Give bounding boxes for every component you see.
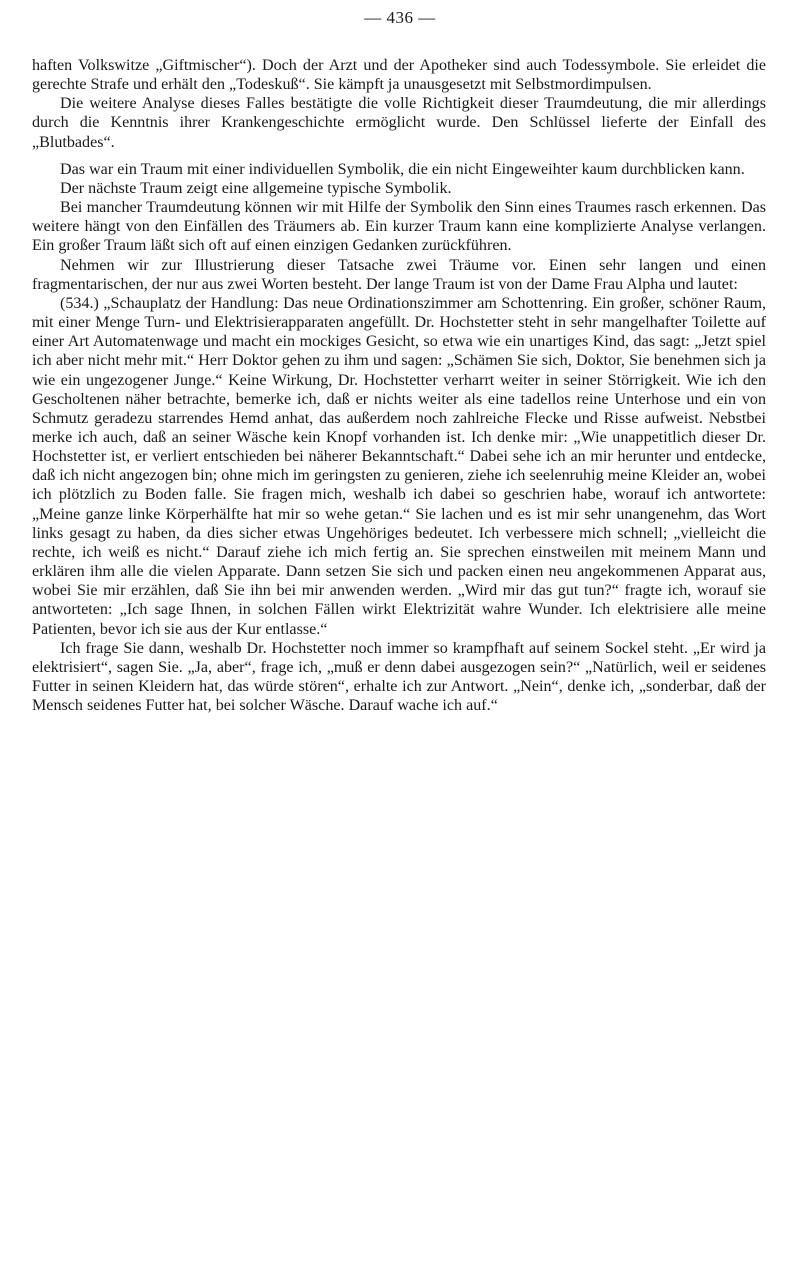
paragraph-1: haften Volkswitze „Giftmischer“). Doch der Arzt und der Apotheker sind auch Todessymbole. Sie erleidet die gerechte Strafe und erhält den „Todeskuß“. Sie kämpft ja unausgesetzt mit Selbstmordimpulsen. — [32, 57, 766, 94]
paragraph-5: Bei mancher Traumdeutung können wir mit Hilfe der Symbolik den Sinn eines Traumes rasch erkennen. Das weitere hängt von den Einfällen des Träumers ab. Ein kurzer Traum kann eine komplizierte Analyse verlangen. Ein großer Traum läßt sich oft auf einen einzigen Gedanken zurückführen. — [32, 199, 766, 255]
paragraph-2: Die weitere Analyse dieses Falles bestätigte die volle Richtigkeit dieser Traumdeutung, die mir allerdings durch die Kenntnis ihrer Krankengeschichte ermöglicht wurde. Den Schlüssel lieferte der Einfall des „Blutbades“. — [32, 95, 766, 151]
paragraph-3: Das war ein Traum mit einer individuellen Symbolik, die ein nicht Eingeweihter kaum durchblicken kann. — [60, 160, 745, 178]
page-number: — 436 — — [364, 8, 436, 27]
paragraph-7-dream-534: (534.) „Schauplatz der Handlung: Das neue Ordinationszimmer am Schottenring. Ein großer, schöner Raum, mit einer Menge Turn- und Elektrisierapparaten angefüllt. Dr. Hochstetter steht in sehr mangelhafter Toilette auf einer Art Automatenwage und macht ein mockiges Gesicht, so etwa wie ein unartiges Kind, das sagt: „Jetzt spiel ich aber nicht mehr mit.“ Herr Doktor gehen zu ihm und sagen: „Schämen Sie sich, Doktor, Sie benehmen sich ja wie ein ungezogener Junge.“ Keine Wirkung, Dr. Hochstetter verharrt weiter in seiner Störrigkeit. Wie ich den Gescholtenen näher betrachte, bemerke ich, daß er nichts weiter als eine tadellos reine Unterhose und ein von Schmutz geradezu starrendes Hemd anhat, das außerdem noch zahlreiche Flecke und Risse aufweist. Nebstbei merke ich auch, daß an seiner Wäsche kein Knopf vorhanden ist. Ich denke mir: „Wie unappetitlich dieser Dr. Hochstetter ist, er verliert entschieden bei näherer Bekanntschaft.“ Dabei sehe ich an mir herunter und entdecke, daß ich nicht angezogen bin; ohne mich im geringsten zu genieren, ziehe ich seelenruhig meine Kleider an, wobei ich plötzlich zu Boden falle. Sie fragen mich, weshalb ich dabei so geschrien habe, worauf ich antwortete: „Meine ganze linke Körperhälfte hat mir so wehe getan.“ Sie lachen und es ist mir sehr unangenehm, das Wort links gesagt zu haben, da dies sicher etwas Ungehöriges bedeutet. Ich verbessere mich schnell; „vielleicht die rechte, ich weiß es nicht.“ Darauf ziehe ich mich fertig an. Sie sprechen einstweilen mit meinem Mann und erklären ihm alle die vielen Apparate. Dann setzen Sie sich und packen einen neu angekommenen Apparat aus, wobei Sie mir erzählen, daß Sie ihn bei mir anwenden werden. „Wird mir das gut tun?“ fragte ich, worauf sie antworteten: „Ich sage Ihnen, in solchen Fällen wirkt Elektrizität wahre Wunder. Ich elektrisiere alle meine Patienten, bevor ich sie aus der Kur entlasse.“ — [32, 294, 766, 638]
body-text — [32, 56, 766, 715]
paragraph-4: Der nächste Traum zeigt eine allgemeine typische Symbolik. — [60, 179, 452, 197]
paragraph-8: Ich frage Sie dann, weshalb Dr. Hochstetter noch immer so krampfhaft auf seinem Sockel steht. „Er wird ja elektrisiert“, sagen Sie. „Ja, aber“, frage ich, „muß er denn dabei ausgezogen sein?“ „Natürlich, weil er seidenes Futter in seinen Kleidern hat, das würde stören“, erhalte ich zur Antwort. „Nein“, denke ich, „sonderbar, daß der Mensch seidenes Futter hat, bei solcher Wäsche. Darauf wache ich auf.“ — [32, 639, 766, 715]
paragraph-6: Nehmen wir zur Illustrierung dieser Tatsache zwei Träume vor. Einen sehr langen und einen fragmentarischen, der nur aus zwei Worten besteht. Der lange Traum ist von der Dame Frau Alpha und lautet: — [32, 256, 766, 293]
